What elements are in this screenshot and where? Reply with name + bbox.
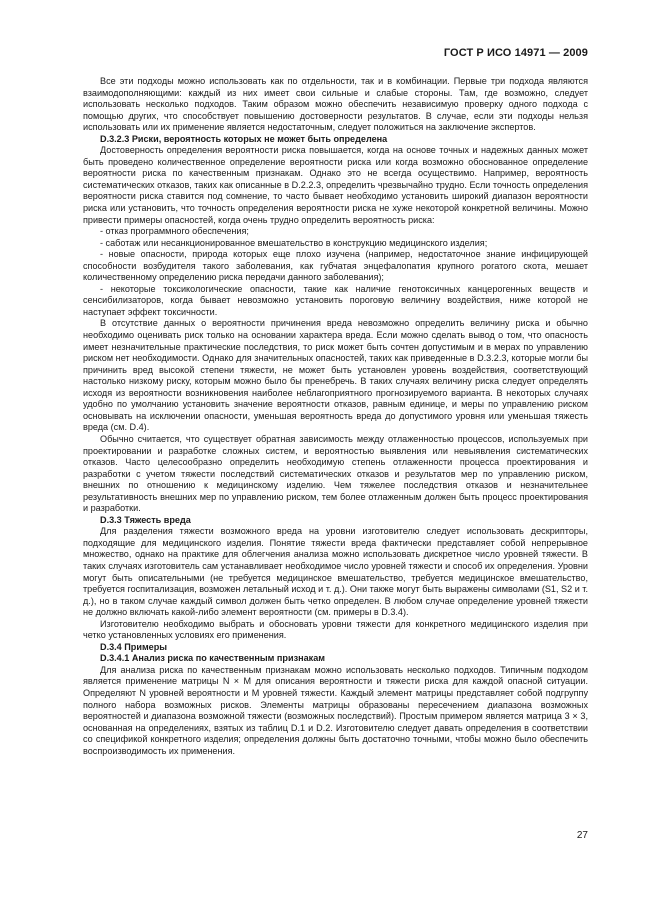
- list-item: - отказ программного обеспечения;: [100, 226, 249, 237]
- paragraph: В отсутствие данных о вероятности причинения вреда невозможно определить величину риска и обычно необходимо оценивать риск только на основании характера вреда. Если можно сделать вывод о том, что опасность имеет незначительные практические последствия, то риск может быть сочтен допустимым и в мерах по управлению риском нет необходимости. Однако для значительных опасностей, таких как приведенные в D.3.2.3, которые могли бы причинить вред высокой степени тяжести, не может быть установлен уровень воздействия, соответствующий настолько низкому риску, которым можно было бы пренебречь. В таких случаях величину риска следует определять исходя из вероятности возникновения наиболее неблагоприятного прогнозируемого варианта. В некоторых случаях удобно по умолчанию установить значение вероятности отказов, равным единице, и меры по управлению риском основывать на исключении опасности, уменьшая вероятность вреда до допустимого уровня или уменьшая тяжесть вреда (см. D.4).: [83, 318, 588, 433]
- paragraph: Все эти подходы можно использовать как по отдельности, так и в комбинации. Первые три подхода являются взаимодополняющими: каждый из них имеет свои сильные и слабые стороны. Там, где возможно, следует использовать несколько подходов. Таким образом можно обеспечить независимую проверку одного подхода с помощью других, что способствует повышению достоверности результатов. В случае, если эти подходы нельзя использовать или их применение является недостаточным, следует положиться на заключение экспертов.: [83, 76, 588, 133]
- list-item: - саботаж или несанкционированное вмешательство в конструкцию медицинского изделия;: [100, 237, 488, 248]
- section-heading: D.3.4.1 Анализ риска по качественным признакам: [100, 653, 325, 664]
- paragraph: Изготовителю необходимо выбрать и обосновать уровни тяжести для конкретного медицинского изделия при четко установленных условиях его применения.: [83, 618, 588, 641]
- section-heading: D.3.2.3 Риски, вероятность которых не может быть определена: [100, 133, 388, 144]
- section-heading: D.3.4 Примеры: [100, 641, 168, 652]
- paragraph: Для разделения тяжести возможного вреда на уровни изготовителю следует использовать дескрипторы, подходящие для медицинского изделия. Понятие тяжести вреда фактически представляет собой непрерывное множество, однако на практике для облегчения анализа можно использовать дискретное число уровней тяжести. В таких случаях изготовитель сам устанавливает необходимое число уровней тяжести и способ их определения. Уровни могут быть описательными (не требуется медицинское вмешательство, требуется медицинское вмешательство, требуется госпитализация, возможен летальный исход и т. д.). Они также могут быть выражены символами (S1, S2 и т. д.), но в таком случае каждый символ должен быть четко определен. В любом случае определение уровней тяжести не должно включать какой-либо элемент вероятности (см. примеры в D.3.4).: [83, 526, 588, 618]
- document-body: [83, 76, 588, 757]
- paragraph: Достоверность определения вероятности риска повышается, когда на основе точных и надежных данных может быть проведено количественное определение вероятности риска или когда возможно обоснованное определение вероятности риска по качественным признакам. Однако это не всегда осуществимо. Например, вероятность систематических отказов, таких как описанные в D.2.2.3, определить чрезвычайно трудно. Если точность определения вероятности риска ставится под сомнение, то часто бывает необходимо установить широкий диапазон вероятности риска или установить, что точность определения вероятности риска не хуже некоторой конкретной величины. Можно привести примеры опасностей, когда очень трудно определить вероятность риска:: [83, 145, 588, 225]
- paragraph: Обычно считается, что существует обратная зависимость между отлаженностью процессов, используемых при проектировании и разработке сложных систем, и вероятностью выявления или невыявления систематических отказов. Часто целесообразно определить необходимую степень отлаженности процесса проектирования и разработки с учетом тяжести последствий систематических отказов и результатов мер по управлению риском, внешних по отношению к медицинскому изделию. Чем тяжелее последствия отказов и незначительнее результативность внешних мер по управлению риском, тем более отлаженным должен быть процесс проектирования и разработки.: [83, 433, 588, 514]
- section-heading: D.3.3 Тяжесть вреда: [100, 514, 191, 525]
- list-item: - новые опасности, природа которых еще плохо изучена (например, недостаточное знание инфицирующей способности возбудителя такого заболевания, как губчатая энцефалопатия крупного рогатого скота, мешает количественному определению риска передачи данного заболевания);: [83, 249, 588, 283]
- list-item: - некоторые токсикологические опасности, такие как наличие генотоксичных канцерогенных веществ и сенсибилизаторов, когда бывает невозможно установить пороговую величину воздействия, ниже которой не наступает эффект токсичности.: [83, 283, 588, 317]
- paragraph: Для анализа риска по качественным признакам можно использовать несколько подходов. Типичным подходом является применение матрицы N × M для описания вероятности и тяжести риска для каждой опасной ситуации. Определяют N уровней вероятности и M уровней тяжести. Каждый элемент матрицы представляет собой подгруппу полного набора возможных рисков. Элементы матрицы образованы пересечением диапазона возможных вероятностей и диапазона возможной тяжести (возможных последствий). Простым примером является матрица 3 × 3, основанная на определениях, взятых из таблиц D.1 и D.2. Изготовителю следует давать определения в соответствии со спецификой конкретного изделия; определения должны быть достаточно точными, чтобы можно было обеспечить воспроизводимость их применения.: [83, 664, 588, 756]
- document-header: ГОСТ Р ИСО 14971 — 2009: [443, 47, 588, 59]
- page-number: 27: [576, 830, 588, 841]
